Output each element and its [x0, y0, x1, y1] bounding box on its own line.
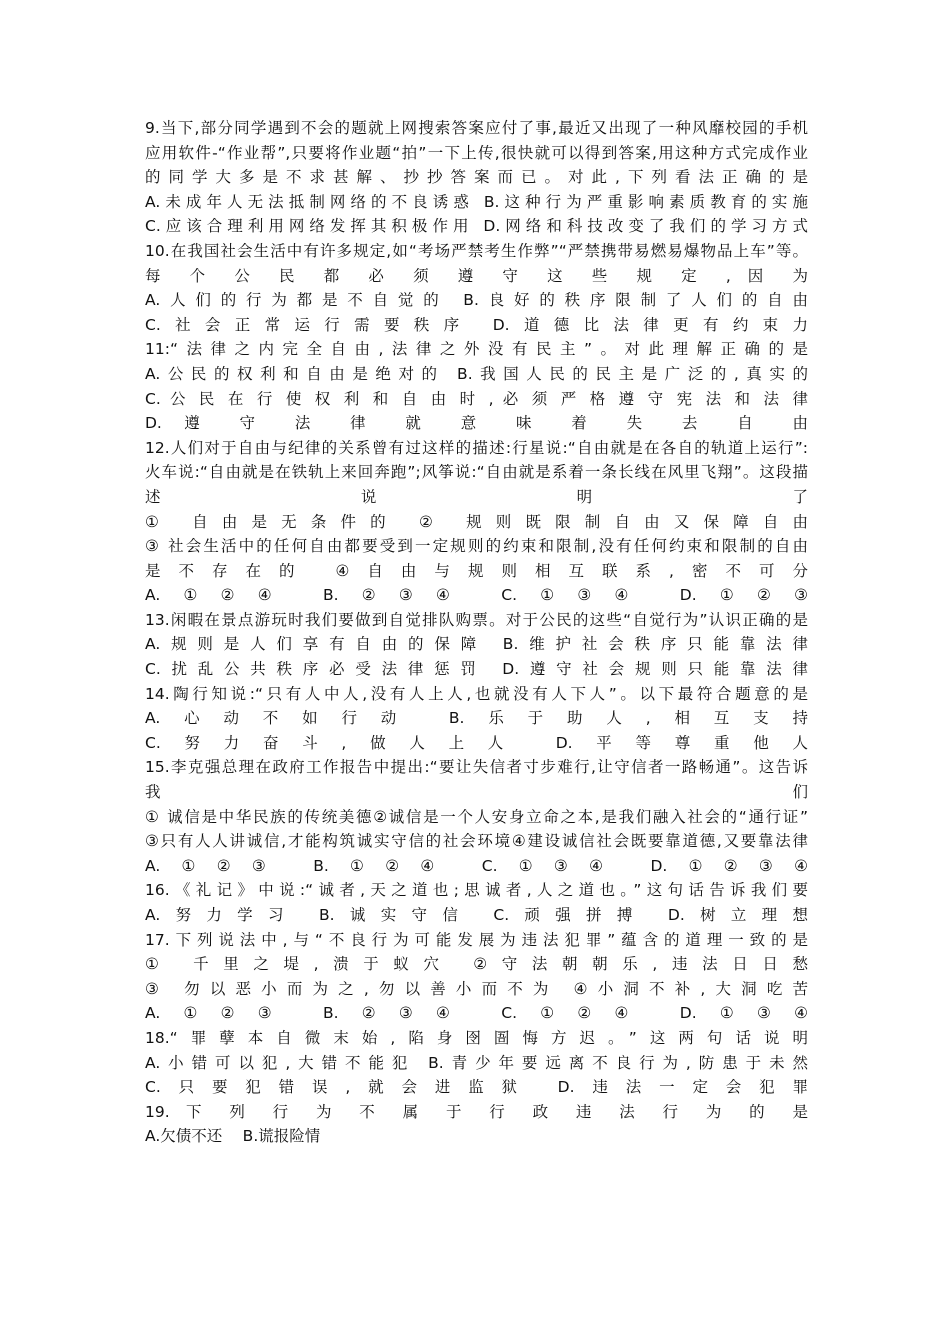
text-line: C.只要犯错误,就会进监狱 D.违法一定会犯罪 [145, 1078, 808, 1097]
text-line: A.欠债不还 B.谎报险情 [145, 1127, 321, 1146]
text-line: C.社会正常运行需要秩序 D.道德比法律更有约束力 [145, 315, 808, 334]
text-line: A.小错可以犯,大错不能犯 B.青少年要远离不良行为,防患于未然 [145, 1053, 808, 1072]
text-line: A.①②④ B.②③④ C.①③④ D.①②③ [145, 586, 808, 605]
text-line: 每 个 公 民 都 必 须 遵 守 这 些 规 定 , 因 为 [145, 266, 808, 285]
text-line: A.①②③ B.②③④ C.①②④ D.①③④ [145, 1004, 808, 1023]
text-line: A.公民的权利和自由是绝对的 B.我国人民的民主是广泛的,真实的 [145, 364, 808, 383]
text-line: 9.当下,部分同学遇到不会的题就上网搜索答案应付了事,最近又出现了一种风靡校园的手机 [145, 119, 808, 137]
text-line: 19. 下 列 行 为 不 属 于 行 政 违 法 行 为 的 是 [145, 1102, 808, 1121]
text-line: ① 自由是无条件的 ② 规则既限制自由又保障自由 [145, 512, 808, 531]
text-line: 述 说 明 了 [145, 487, 808, 506]
text-line: 18.“罪孽本自微末始,陷身囹圄悔方迟。”这两句话说明 [145, 1028, 808, 1047]
text-line: A.努力学习 B.诚实守信 C.顽强拼搏 D.树立理想 [145, 906, 808, 924]
text-line: ③ 社会生活中的任何自由都要受到一定规则的约束和限制,没有任何约束和限制的自由 [145, 537, 808, 556]
text-line: A.未成年人无法抵制网络的不良诱惑 B.这种行为严重影响素质教育的实施 [145, 192, 808, 211]
text-line: 15.李克强总理在政府工作报告中提出:“要让失信者寸步难行,让守信者一路畅通”。这告诉 [145, 758, 808, 777]
text-line: ③ 勿以恶小而为之,勿以善小而不为 ④小洞不补,大洞吃苦 [145, 979, 808, 998]
text-line: 我 们 [145, 783, 808, 802]
text-line: 应用软件-“作业帮”,只要将作业题“拍”一下上传,很快就可以得到答案,用这种方式完成作业 [145, 143, 808, 162]
text-line: A.人们的行为都是不自觉的 B.良好的秩序限制了人们的自由 [145, 291, 808, 310]
text-line: A.心动不如行动 B.乐于助人,相互支持 [145, 709, 808, 728]
text-line: 16.《礼记》中说:“诚者,天之道也;思诚者,人之道也。”这句话告诉我们要 [145, 881, 808, 900]
text-line: A.规则是人们享有自由的保障 B.维护社会秩序只能靠法律 [145, 635, 808, 654]
text-line: ③只有人人讲诚信,才能构筑诚实守信的社会环境④建设诚信社会既要靠道德,又要靠法律 [145, 832, 808, 851]
text-line: 是不存在的 ④自由与规则相互联系,密不可分 [145, 561, 808, 580]
text-line: D. 遵 守 法 律 就 意 味 着 失 去 自 由 [145, 414, 808, 433]
text-line: 12.人们对于自由与纪律的关系曾有过这样的描述:行星说:“自由就是在各自的轨道上运行”: [145, 438, 808, 457]
text-line: C. 公 民 在 行 使 权 利 和 自 由 时 , 必 须 严 格 遵 守 宪 法 和 法 律 [145, 389, 808, 408]
text-line: C.扰乱公共秩序必受法律惩罚 D.遵守社会规则只能靠法律 [145, 660, 808, 679]
text-line: C.应该合理利用网络发挥其积极作用 D.网络和科技改变了我们的学习方式 [145, 217, 808, 236]
text-line: 17.下列说法中,与“不良行为可能发展为违法犯罪”蕴含的道理一致的是 [145, 930, 808, 949]
text-line: 10.在我国社会生活中有许多规定,如“考场严禁考生作弊”“严禁携带易燃易爆物品上车”等。 [145, 241, 808, 260]
text-line: 的同学大多是不求甚解、抄抄答案而已。对此,下列看法正确的是 [145, 168, 808, 187]
text-line: 14.陶行知说:“只有人中人,没有人上人,也就没有人下人”。以下最符合题意的是 [145, 684, 808, 703]
text-line: C.努力奋斗,做人上人 D.平等尊重他人 [145, 733, 808, 752]
text-line: A.①②③ B.①②④ C.①③④ D.①②③④ [145, 856, 808, 875]
exam-page [145, 116, 808, 1149]
text-line: 13.闲暇在景点游玩时我们要做到自觉排队购票。对于公民的这些“自觉行为”认识正确的是 [145, 610, 808, 629]
text-line: ① 千里之堤,溃于蚁穴 ②守法朝朝乐,违法日日愁 [145, 955, 808, 974]
text-line: 11:“法律之内完全自由,法律之外没有民主”。对此理解正确的是 [145, 340, 808, 359]
text-line: ① 诚信是中华民族的传统美德②诚信是一个人安身立命之本,是我们融入社会的“通行证” [145, 807, 808, 826]
text-line: 火车说:“自由就是在铁轨上来回奔跑”;风筝说:“自由就是系着一条长线在风里飞翔”。这段描 [145, 463, 808, 482]
